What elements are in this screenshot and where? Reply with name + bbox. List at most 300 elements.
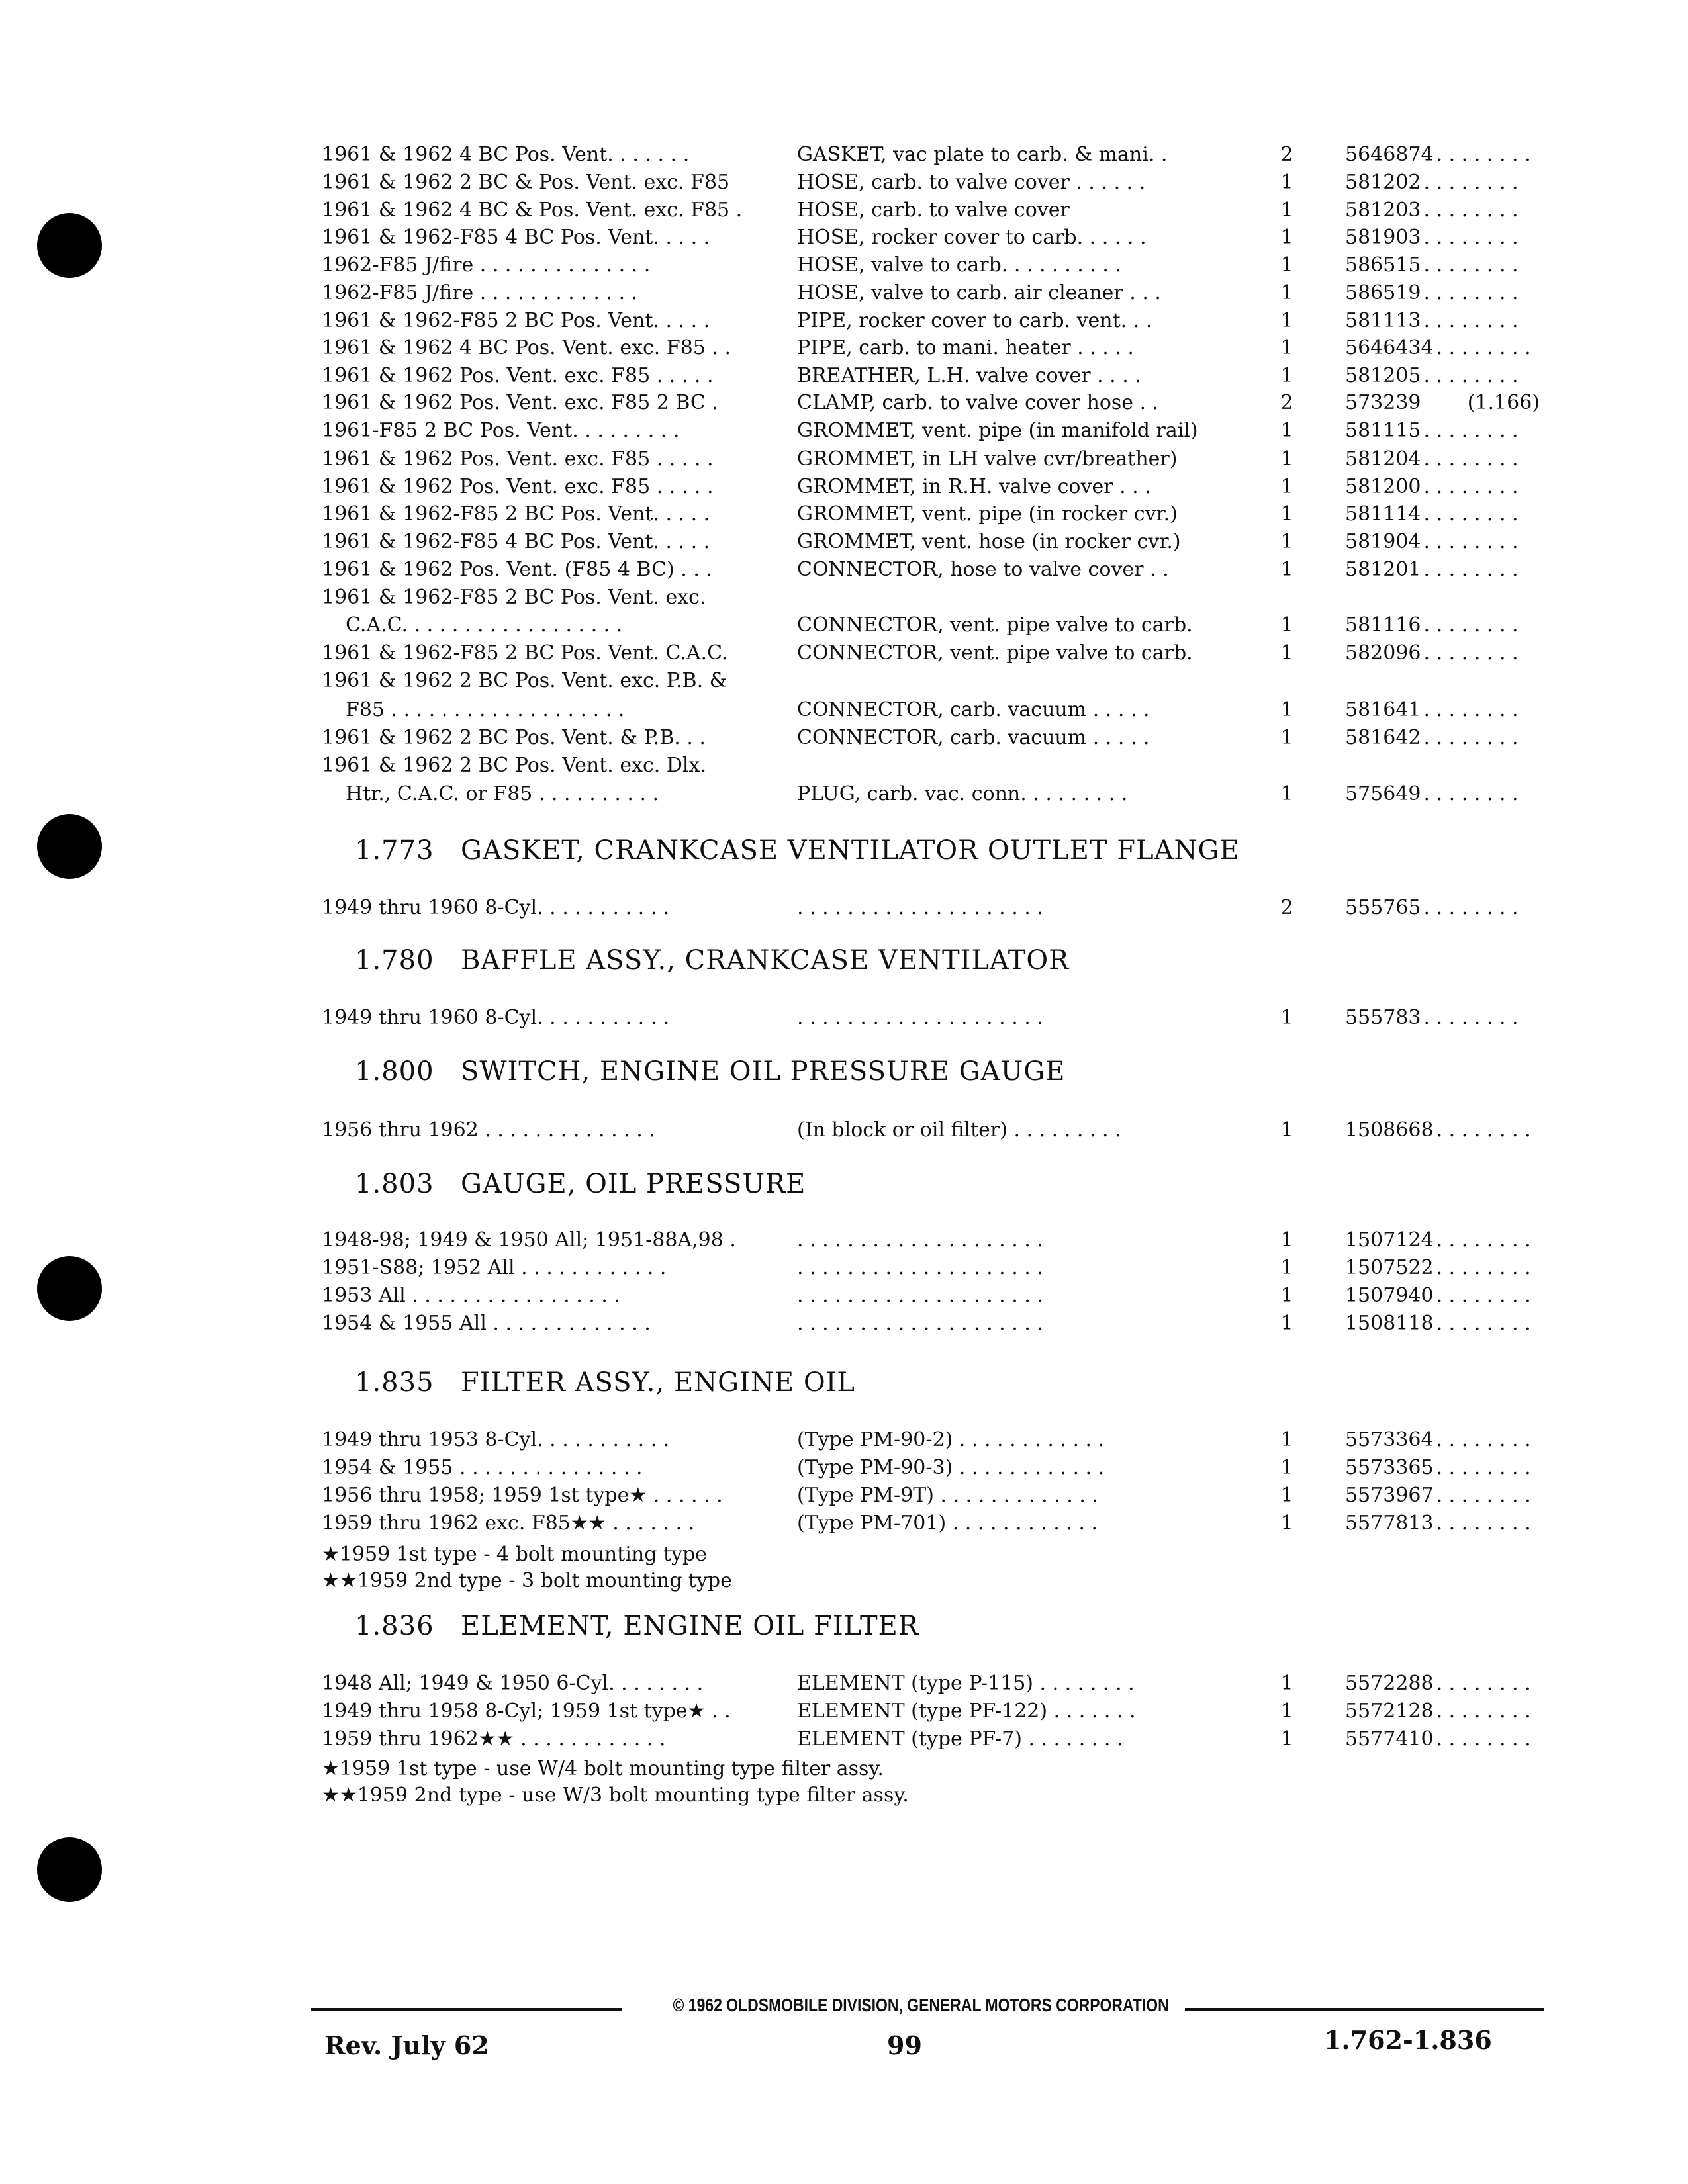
parts-row <box>322 1481 1543 1510</box>
application-text: C.A.C. . . . . . . . . . . . . . . . . . <box>346 614 623 637</box>
section-title: BAFFLE ASSY., CRANKCASE VENTILATOR <box>461 945 1070 976</box>
application-text: 1962-F85 J/fire . . . . . . . . . . . . . . <box>322 253 651 277</box>
part-number: 581114 <box>1345 502 1421 525</box>
quantity-cell: 1 <box>1280 1256 1293 1279</box>
parts-row <box>322 279 1543 308</box>
leader-or-reference: . . . . . . . . <box>1436 1312 1531 1335</box>
description-cell: ELEMENT (type PF-122) . . . . . . . <box>797 1700 1136 1723</box>
quantity-cell: 2 <box>1280 896 1293 919</box>
description-cell: GROMMET, in LH valve cvr/breather) <box>797 447 1178 471</box>
part-number-cell <box>1300 473 1543 502</box>
part-number: 581202 <box>1345 171 1421 194</box>
part-number: 5573967 <box>1345 1484 1434 1507</box>
application-text: 1961 & 1962-F85 2 BC Pos. Vent. C.A.C. <box>322 641 728 664</box>
leader-or-reference: . . . . . . . . <box>1423 641 1519 664</box>
description-cell: HOSE, carb. to valve cover <box>797 199 1070 222</box>
part-number <box>1345 586 1348 609</box>
section-title: FILTER ASSY., ENGINE OIL <box>461 1367 855 1398</box>
section-heading <box>355 945 1069 976</box>
description-cell: CONNECTOR, hose to valve cover . . <box>797 558 1169 581</box>
quantity-cell: 1 <box>1280 698 1293 721</box>
footer-rule-left <box>311 2008 622 2011</box>
footnote: ★★1959 2nd type - use W/3 bolt mounting type filter assy. <box>322 1784 909 1807</box>
parts-row <box>322 780 1543 809</box>
parts-row <box>322 696 1543 725</box>
section-number: 1.835 <box>355 1367 434 1398</box>
parts-row <box>322 1725 1543 1754</box>
quantity-cell: 1 <box>1280 502 1293 525</box>
part-number: 5646434 <box>1345 336 1434 359</box>
parts-row <box>322 223 1543 252</box>
quantity-cell: 1 <box>1280 558 1293 581</box>
application-text: 1961 & 1962 4 BC Pos. Vent. exc. F85 . . <box>322 336 731 359</box>
parts-row <box>322 1226 1543 1255</box>
description-cell: GROMMET, in R.H. valve cover . . . <box>797 475 1151 498</box>
footer-revision: Rev. July 62 <box>324 2030 489 2060</box>
quantity-cell: 1 <box>1280 1228 1293 1251</box>
leader-or-reference: . . . . . . . . <box>1423 419 1519 442</box>
parts-row <box>322 527 1543 557</box>
application-cell <box>322 1253 772 1283</box>
leader-or-reference: . . . . . . . . <box>1423 614 1519 637</box>
part-number: 5573365 <box>1345 1456 1434 1479</box>
leader-or-reference: . . . . . . . . <box>1436 143 1531 166</box>
description-cell: HOSE, valve to carb. . . . . . . . . . <box>797 253 1122 277</box>
part-number: 581903 <box>1345 226 1421 249</box>
application-cell <box>322 473 772 502</box>
part-number-cell <box>1300 666 1543 696</box>
description-cell: HOSE, valve to carb. air cleaner . . . <box>797 281 1161 304</box>
quantity-cell: 1 <box>1280 1484 1293 1507</box>
application-text: 1948 All; 1949 & 1950 6-Cyl. . . . . . . . <box>322 1672 704 1695</box>
application-text: 1954 & 1955 All . . . . . . . . . . . . . <box>322 1312 651 1335</box>
part-number-cell <box>1300 361 1543 390</box>
description-cell: GROMMET, vent. hose (in rocker cvr.) <box>797 530 1181 553</box>
application-cell <box>322 696 772 725</box>
section-heading <box>355 1056 1065 1087</box>
application-text: 1961 & 1962 Pos. Vent. exc. F85 . . . . . <box>322 364 714 387</box>
part-number-cell <box>1300 1226 1543 1255</box>
part-number-cell <box>1300 1309 1543 1338</box>
description-cell: (Type PM-701) . . . . . . . . . . . . <box>797 1512 1098 1535</box>
section-number: 1.773 <box>355 835 434 866</box>
quantity-cell: 1 <box>1280 1428 1293 1451</box>
leader-or-reference: . . . . . . . . <box>1423 447 1519 471</box>
footer-page-number: 99 <box>887 2030 922 2060</box>
quantity-cell: 2 <box>1280 391 1293 414</box>
leader-or-reference: . . . . . . . . <box>1436 1672 1531 1695</box>
section-title: SWITCH, ENGINE OIL PRESSURE GAUGE <box>461 1056 1066 1087</box>
leader-or-reference: . . . . . . . . <box>1436 1428 1531 1451</box>
part-number: 5573364 <box>1345 1428 1434 1451</box>
quantity-cell: 1 <box>1280 614 1293 637</box>
section-title: ELEMENT, ENGINE OIL FILTER <box>461 1611 919 1641</box>
quantity-cell: 1 <box>1280 1284 1293 1307</box>
leader-or-reference: . . . . . . . . <box>1423 364 1519 387</box>
leader-or-reference: . . . . . . . . <box>1423 782 1519 805</box>
part-number-cell <box>1300 893 1543 923</box>
description-cell: . . . . . . . . . . . . . . . . . . . . <box>797 1256 1043 1279</box>
quantity-cell: 2 <box>1280 143 1293 166</box>
part-number-cell <box>1300 1003 1543 1032</box>
application-cell <box>322 279 772 308</box>
application-cell <box>322 445 772 474</box>
leader-or-reference: . . . . . . . . <box>1423 530 1519 553</box>
parts-row <box>322 500 1543 529</box>
description-cell: GROMMET, vent. pipe (in manifold rail) <box>797 419 1198 442</box>
quantity-cell: 1 <box>1280 1700 1293 1723</box>
application-cell <box>322 583 772 612</box>
leader-or-reference: . . . . . . . . <box>1423 309 1519 332</box>
quantity-cell: 1 <box>1280 1312 1293 1335</box>
quantity-cell: 1 <box>1280 226 1293 249</box>
application-text: 1959 thru 1962 exc. F85★★ . . . . . . . <box>322 1512 695 1535</box>
parts-row <box>322 1253 1543 1283</box>
parts-row <box>322 1697 1543 1726</box>
application-cell <box>322 306 772 336</box>
leader-or-reference: . . . . . . . . <box>1436 1228 1531 1251</box>
part-number: 555783 <box>1345 1006 1421 1029</box>
part-number-cell <box>1300 140 1543 169</box>
parts-row <box>322 1509 1543 1538</box>
description-cell: (Type PM-90-3) . . . . . . . . . . . . <box>797 1456 1105 1479</box>
description-cell: HOSE, rocker cover to carb. . . . . . <box>797 226 1147 249</box>
part-number: 1507522 <box>1345 1256 1434 1279</box>
description-cell: . . . . . . . . . . . . . . . . . . . . <box>797 1228 1043 1251</box>
part-number <box>1345 754 1348 777</box>
application-text: 1961 & 1962 2 BC & Pos. Vent. exc. F85 <box>322 171 730 194</box>
leader-or-reference: . . . . . . . . <box>1436 1456 1531 1479</box>
part-number-cell <box>1300 168 1543 197</box>
quantity-cell: 1 <box>1280 530 1293 553</box>
quantity-cell: 1 <box>1280 336 1293 359</box>
footnote: ★1959 1st type - 4 bolt mounting type <box>322 1543 707 1566</box>
part-number-cell <box>1300 1669 1543 1698</box>
application-text: 1961 & 1962-F85 4 BC Pos. Vent. . . . . <box>322 530 710 553</box>
application-cell <box>322 223 772 252</box>
part-number <box>1345 669 1348 692</box>
quantity-cell: 1 <box>1280 1727 1293 1751</box>
application-cell <box>322 388 772 418</box>
leader-or-reference: . . . . . . . . <box>1423 199 1519 222</box>
part-number: 581113 <box>1345 309 1421 332</box>
part-number-cell <box>1300 334 1543 363</box>
part-number-cell <box>1300 1253 1543 1283</box>
part-number: 573239 <box>1345 391 1421 414</box>
application-text: 1961 & 1962 4 BC Pos. Vent. . . . . . . <box>322 143 690 166</box>
application-text: 1962-F85 J/fire . . . . . . . . . . . . . <box>322 281 638 304</box>
parts-row <box>322 1281 1543 1310</box>
footer-rule-right <box>1185 2008 1544 2011</box>
description-cell: . . . . . . . . . . . . . . . . . . . . <box>797 1312 1043 1335</box>
application-cell <box>322 1281 772 1310</box>
parts-row <box>322 555 1543 584</box>
description-cell: (In block or oil filter) . . . . . . . . . <box>797 1118 1121 1142</box>
parts-row <box>322 388 1543 418</box>
parts-row <box>322 893 1543 923</box>
parts-row <box>322 306 1543 336</box>
leader-or-reference: . . . . . . . . <box>1423 896 1519 919</box>
application-cell <box>322 361 772 390</box>
part-number-cell <box>1300 416 1543 445</box>
leader-or-reference: . . . . . . . . <box>1423 1006 1519 1029</box>
application-text: 1956 thru 1958; 1959 1st type★ . . . . . . <box>322 1484 723 1507</box>
application-cell <box>322 780 772 809</box>
application-text: 1961 & 1962-F85 2 BC Pos. Vent. . . . . <box>322 502 710 525</box>
description-cell: (Type PM-90-2) . . . . . . . . . . . . <box>797 1428 1105 1451</box>
part-number-cell <box>1300 527 1543 557</box>
leader-or-reference: . . . . . . . . <box>1423 281 1519 304</box>
section-number: 1.780 <box>355 945 434 976</box>
parts-row <box>322 251 1543 280</box>
application-cell <box>322 527 772 557</box>
application-cell <box>322 1481 772 1510</box>
part-number: 581115 <box>1345 419 1421 442</box>
quantity-cell: 1 <box>1280 281 1293 304</box>
footnote: ★★1959 2nd type - 3 bolt mounting type <box>322 1569 732 1592</box>
description-cell: PIPE, rocker cover to carb. vent. . . <box>797 309 1152 332</box>
description-cell: . . . . . . . . . . . . . . . . . . . . <box>797 1284 1043 1307</box>
part-number: 581204 <box>1345 447 1421 471</box>
quantity-cell: 1 <box>1280 253 1293 277</box>
part-number-cell <box>1300 306 1543 336</box>
parts-row <box>322 1426 1543 1455</box>
application-text: 1951-S88; 1952 All . . . . . . . . . . . . <box>322 1256 667 1279</box>
part-number-cell <box>1300 1509 1543 1538</box>
description-cell: GASKET, vac plate to carb. & mani. . <box>797 143 1168 166</box>
description-cell: GROMMET, vent. pipe (in rocker cvr.) <box>797 502 1178 525</box>
leader-or-reference: . . . . . . . . <box>1423 502 1519 525</box>
footer-copyright: © 1962 OLDSMOBILE DIVISION, GENERAL MOTORS CORPORATION <box>673 1995 1169 2015</box>
part-number: 581116 <box>1345 614 1421 637</box>
parts-row <box>322 611 1543 640</box>
application-text: 1961 & 1962 2 BC Pos. Vent. & P.B. . . <box>322 726 706 749</box>
quantity-cell: 1 <box>1280 1118 1293 1142</box>
application-cell <box>322 555 772 584</box>
section-title: GAUGE, OIL PRESSURE <box>461 1169 806 1199</box>
part-number-cell <box>1300 696 1543 725</box>
description-cell: PIPE, carb. to mani. heater . . . . . <box>797 336 1134 359</box>
part-number-cell <box>1300 1453 1543 1482</box>
application-cell <box>322 611 772 640</box>
parts-row <box>322 1453 1543 1482</box>
part-number: 5646874 <box>1345 143 1434 166</box>
description-cell: BREATHER, L.H. valve cover . . . . <box>797 364 1141 387</box>
quantity-cell: 1 <box>1280 1512 1293 1535</box>
description-cell: PLUG, carb. vac. conn. . . . . . . . . <box>797 782 1128 805</box>
quantity-cell: 1 <box>1280 1672 1293 1695</box>
part-number-cell <box>1300 388 1543 418</box>
description-cell: CLAMP, carb. to valve cover hose . . <box>797 391 1159 414</box>
part-number-cell <box>1300 223 1543 252</box>
application-cell <box>322 168 772 197</box>
quantity-cell: 1 <box>1280 171 1293 194</box>
section-number: 1.800 <box>355 1056 434 1087</box>
part-number-cell <box>1300 780 1543 809</box>
application-text: 1961 & 1962 2 BC Pos. Vent. exc. Dlx. <box>322 754 706 777</box>
section-heading <box>355 835 1240 866</box>
parts-row <box>322 723 1543 752</box>
leader-or-reference: . . . . . . . . <box>1436 1512 1531 1535</box>
part-number: 581904 <box>1345 530 1421 553</box>
part-number: 581641 <box>1345 698 1421 721</box>
parts-row <box>322 666 1543 696</box>
parts-row <box>322 1003 1543 1032</box>
application-cell <box>322 500 772 529</box>
application-cell <box>322 1725 772 1754</box>
parts-row <box>322 751 1543 780</box>
quantity-cell: 1 <box>1280 419 1293 442</box>
quantity-cell: 1 <box>1280 475 1293 498</box>
part-number: 5577410 <box>1345 1727 1434 1751</box>
parts-row <box>322 473 1543 502</box>
parts-row <box>322 1116 1543 1145</box>
part-number: 1508668 <box>1345 1118 1434 1142</box>
application-cell <box>322 416 772 445</box>
part-number: 586519 <box>1345 281 1421 304</box>
part-number: 5572288 <box>1345 1672 1434 1695</box>
leader-or-reference: . . . . . . . . <box>1423 698 1519 721</box>
part-number: 582096 <box>1345 641 1421 664</box>
part-number-cell <box>1300 1725 1543 1754</box>
application-cell <box>322 1309 772 1338</box>
footnote: ★1959 1st type - use W/4 bolt mounting type filter assy. <box>322 1757 884 1780</box>
description-cell: CONNECTOR, carb. vacuum . . . . . <box>797 726 1150 749</box>
quantity-cell: 1 <box>1280 726 1293 749</box>
application-text: 1961 & 1962 Pos. Vent. exc. F85 2 BC . <box>322 391 718 414</box>
leader-or-reference: . . . . . . . . <box>1436 1256 1531 1279</box>
application-cell <box>322 1226 772 1255</box>
description-cell: . . . . . . . . . . . . . . . . . . . . <box>797 1006 1043 1029</box>
leader-or-reference: . . . . . . . . <box>1436 1118 1531 1142</box>
section-number: 1.803 <box>355 1169 434 1199</box>
application-text: 1961 & 1962-F85 4 BC Pos. Vent. . . . . <box>322 226 710 249</box>
description-cell: CONNECTOR, carb. vacuum . . . . . <box>797 698 1150 721</box>
application-text: 1961 & 1962-F85 2 BC Pos. Vent. . . . . <box>322 309 710 332</box>
part-number-cell <box>1300 555 1543 584</box>
quantity-cell: 1 <box>1280 309 1293 332</box>
application-text: 1961 & 1962 2 BC Pos. Vent. exc. P.B. & <box>322 669 727 692</box>
application-text: 1949 thru 1960 8-Cyl. . . . . . . . . . . <box>322 1006 670 1029</box>
application-text: 1953 All . . . . . . . . . . . . . . . . . <box>322 1284 620 1307</box>
description-cell: HOSE, carb. to valve cover . . . . . . <box>797 171 1146 194</box>
application-cell <box>322 1426 772 1455</box>
leader-or-reference: (1.166) <box>1467 391 1540 414</box>
quantity-cell: 1 <box>1280 199 1293 222</box>
section-title: GASKET, CRANKCASE VENTILATOR OUTLET FLANGE <box>461 835 1240 866</box>
part-number: 5572128 <box>1345 1700 1434 1723</box>
quantity-cell: 1 <box>1280 1456 1293 1479</box>
parts-row <box>322 140 1543 169</box>
application-cell <box>322 1003 772 1032</box>
leader-or-reference: . . . . . . . . <box>1423 171 1519 194</box>
part-number: 1507940 <box>1345 1284 1434 1307</box>
parts-row <box>322 445 1543 474</box>
application-cell <box>322 1116 772 1145</box>
parts-row <box>322 334 1543 363</box>
leader-or-reference: . . . . . . . . <box>1423 226 1519 249</box>
quantity-cell: 1 <box>1280 1006 1293 1029</box>
application-text: 1961 & 1962 Pos. Vent. exc. F85 . . . . . <box>322 447 714 471</box>
part-number: 1507124 <box>1345 1228 1434 1251</box>
application-cell <box>322 196 772 225</box>
part-number-cell <box>1300 611 1543 640</box>
part-number: 5577813 <box>1345 1512 1434 1535</box>
part-number-cell <box>1300 639 1543 668</box>
part-number-cell <box>1300 500 1543 529</box>
part-number-cell <box>1300 251 1543 280</box>
parts-row <box>322 583 1543 612</box>
part-number-cell <box>1300 1426 1543 1455</box>
application-cell <box>322 140 772 169</box>
description-cell: (Type PM-9T) . . . . . . . . . . . . . <box>797 1484 1098 1507</box>
application-text: Htr., C.A.C. or F85 . . . . . . . . . . <box>346 782 659 805</box>
application-cell <box>322 893 772 923</box>
leader-or-reference: . . . . . . . . <box>1436 1284 1531 1307</box>
application-text: 1961 & 1962 Pos. Vent. exc. F85 . . . . . <box>322 475 714 498</box>
application-text: 1948-98; 1949 & 1950 All; 1951-88A,98 . <box>322 1228 736 1251</box>
part-number-cell <box>1300 1281 1543 1310</box>
leader-or-reference: . . . . . . . . <box>1436 1727 1531 1751</box>
part-number-cell <box>1300 1697 1543 1726</box>
description-cell: CONNECTOR, vent. pipe valve to carb. <box>797 641 1193 664</box>
parts-row <box>322 639 1543 668</box>
application-cell <box>322 1453 772 1482</box>
application-text: 1956 thru 1962 . . . . . . . . . . . . . . <box>322 1118 655 1142</box>
part-number-cell <box>1300 1116 1543 1145</box>
part-number-cell <box>1300 445 1543 474</box>
part-number-cell <box>1300 1481 1543 1510</box>
description-cell: CONNECTOR, vent. pipe valve to carb. <box>797 614 1193 637</box>
leader-or-reference: . . . . . . . . <box>1436 1484 1531 1507</box>
part-number: 575649 <box>1345 782 1421 805</box>
quantity-cell: 1 <box>1280 782 1293 805</box>
quantity-cell: 1 <box>1280 447 1293 471</box>
part-number-cell <box>1300 583 1543 612</box>
application-text: 1949 thru 1953 8-Cyl. . . . . . . . . . . <box>322 1428 670 1451</box>
parts-row <box>322 416 1543 445</box>
application-text: F85 . . . . . . . . . . . . . . . . . . . <box>346 698 625 721</box>
parts-row <box>322 168 1543 197</box>
section-heading <box>355 1169 806 1199</box>
part-number: 581201 <box>1345 558 1421 581</box>
part-number-cell <box>1300 279 1543 308</box>
parts-row <box>322 361 1543 390</box>
description-cell: . . . . . . . . . . . . . . . . . . . . <box>797 896 1043 919</box>
description-cell: ELEMENT (type PF-7) . . . . . . . . <box>797 1727 1123 1751</box>
section-number: 1.836 <box>355 1611 434 1641</box>
part-number: 581205 <box>1345 364 1421 387</box>
part-number: 581642 <box>1345 726 1421 749</box>
part-number: 1508118 <box>1345 1312 1434 1335</box>
application-cell <box>322 723 772 752</box>
parts-row <box>322 1669 1543 1698</box>
description-cell: ELEMENT (type P-115) . . . . . . . . <box>797 1672 1135 1695</box>
part-number-cell <box>1300 723 1543 752</box>
application-text: 1961 & 1962 4 BC & Pos. Vent. exc. F85 . <box>322 199 743 222</box>
leader-or-reference: . . . . . . . . <box>1423 253 1519 277</box>
leader-or-reference: . . . . . . . . <box>1423 558 1519 581</box>
parts-row <box>322 196 1543 225</box>
application-cell <box>322 1509 772 1538</box>
quantity-cell: 1 <box>1280 364 1293 387</box>
application-cell <box>322 334 772 363</box>
part-number: 586515 <box>1345 253 1421 277</box>
application-cell <box>322 666 772 696</box>
application-cell <box>322 1669 772 1698</box>
application-text: 1961 & 1962 Pos. Vent. (F85 4 BC) . . . <box>322 558 712 581</box>
application-cell <box>322 751 772 780</box>
